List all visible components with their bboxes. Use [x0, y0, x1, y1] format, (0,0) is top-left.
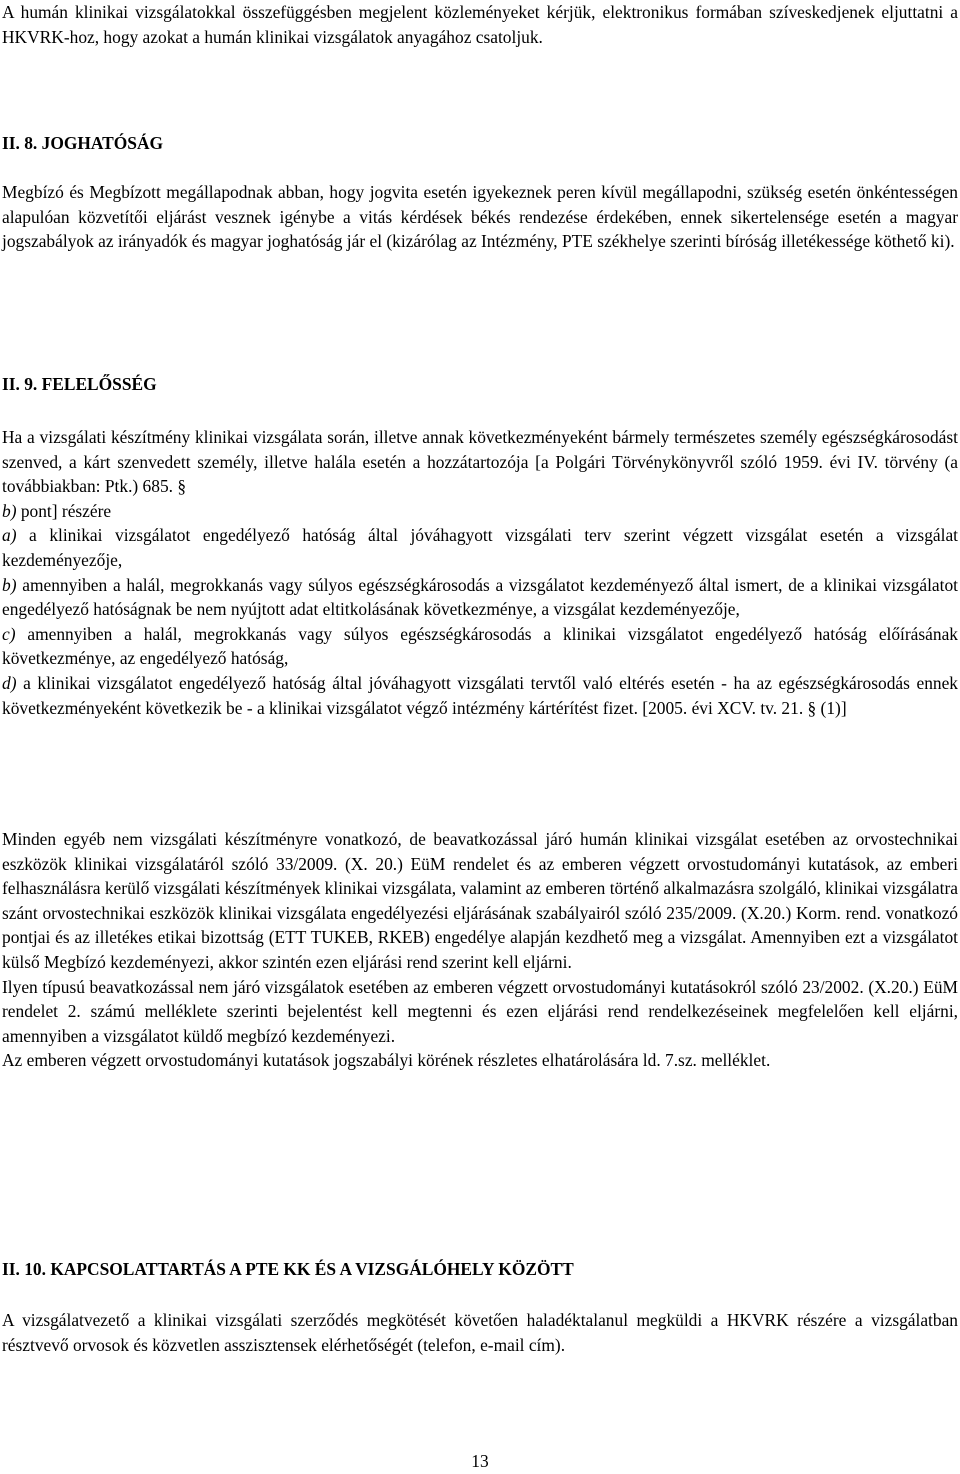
item-a	[2, 523, 958, 572]
section-9-paragraph-4: Az emberen végzett orvostudományi kutatások jogszabályi körének részletes elhatárolására ld. 7.sz. melléklet.	[2, 1050, 771, 1071]
section-9-paragraph-1	[2, 425, 958, 523]
item-c-text: amennyiben a halál, megrokkanás vagy súlyos egészségkárosodás a klinikai vizsgálatot engedélyező hatóság előírásának következménye, az engedélyező hatóság,	[2, 623, 958, 669]
liability-intro: Ha a vizsgálati készítmény klinikai vizsgálata során, illetve annak következményeként bármely természetes személy egészségkárosodást szenved, a kárt szenvedett személy, illetve halála esetén a hozzátartozója [a Polgári Törvénykönyvről szóló 1959. évi IV. törvény (a továbbiakban: Ptk.) 685. §	[2, 427, 958, 497]
item-d-label: d)	[2, 672, 17, 693]
section-9-body	[2, 425, 958, 720]
section-9	[2, 372, 958, 397]
section-8-heading: II. 8. JOGHATÓSÁG	[2, 133, 164, 153]
item-b2	[2, 573, 958, 622]
item-c	[2, 622, 958, 671]
item-b2-label: b)	[2, 574, 17, 595]
section-9-more	[2, 827, 958, 1073]
item-b2-text: amennyiben a halál, megrokkanás vagy súlyos egészségkárosodás a vizsgálatot kezdeményező által ismert, de a klinikai vizsgálatot engedélyező hatóságnak be nem nyújtott adat eltitkolásának következménye, a vizsgálat kezdeményezője,	[2, 574, 958, 620]
section-10	[2, 1257, 958, 1282]
item-a-label: a)	[2, 525, 17, 546]
section-8	[2, 131, 958, 156]
section-9-heading: II. 9. FELELŐSSÉG	[2, 374, 157, 394]
page-number: 13	[471, 1451, 489, 1471]
item-b-text: pont] részére	[16, 500, 112, 521]
section-9-paragraph-3: Ilyen típusú beavatkozással nem járó vizsgálatok esetében az emberen végzett orvostudományi kutatásokról szóló 23/2002. (X.20.) EüM rendelet 2. számú melléklete szerinti bejelentést kell megtenni és ezen eljárási rend rendelkezéseinek megfelelően kell eljárni, amennyiben a vizsgálatot küldő megbízó kezdeményezi.	[2, 976, 958, 1046]
item-d-text: a klinikai vizsgálatot engedélyező hatóság által jóváhagyott vizsgálati tervtől való eltérés esetén - ha az egészségkárosodás ennek következményeként következik be - a klinikai vizsgálatot végző intézmény kártérítést fizet. [2005. évi XCV. tv. 21. § (1)]	[2, 672, 958, 718]
item-c-label: c)	[2, 623, 16, 644]
section-8-body	[2, 180, 958, 254]
section-8-text: Megbízó és Megbízott megállapodnak abban, hogy jogvita esetén igyekeznek peren kívül megállapodni, szükség esetén önkéntességen alapulóan közvetítői eljárást vesznek igénybe a vitás kérdések békés rendezése érdekében, ennek sikertelensége esetén a magyar jogszabályok az irányadók és magyar joghatóság jár el (kizárólag az Intézmény, PTE székhelye szerinti bíróság illetékessége köthető ki).	[2, 182, 958, 252]
item-a-text: a klinikai vizsgálatot engedélyező hatóság által jóváhagyott vizsgálati terv szerint végzett vizsgálat esetén a vizsgálat kezdeményezője,	[2, 525, 958, 570]
item-d	[2, 671, 958, 720]
intro-text: A humán klinikai vizsgálatokkal összefüggésben megjelent közleményeket kérjük, elektronikus formában szíveskedjenek eljuttatni a HKVRK-hoz, hogy azokat a humán klinikai vizsgálatok anyagához csatoljuk.	[2, 2, 958, 47]
section-10-body	[2, 1308, 958, 1357]
intro-paragraph	[2, 0, 958, 49]
section-9-paragraph-2: Minden egyéb nem vizsgálati készítményre vonatkozó, de beavatkozással járó humán klinikai vizsgálat esetében az orvostechnikai eszközök klinikai vizsgálatáról szóló 33/2009. (X. 20.) EüM rendelet és az emberen végzett orvostudományi kutatások, az emberi felhasználásra kerülő vizsgálati készítmények klinikai vizsgálata, valamint az emberen történő alkalmazásra szolgáló, klinikai vizsgálatra szánt orvostechnikai eszközök klinikai vizsgálata engedélyezési eljárásának szabályairól szóló 235/2009. (X.20.) Korm. rend. vonatkozó pontjai és az illetékes etikai bizottság (ETT TUKEB, RKEB) engedélye alapján kezdhető meg a vizsgálat. Amennyiben ezt a vizsgálatot külső Megbízó kezdeményezi, akkor szintén ezen eljárási rend szerint kell eljárni.	[2, 829, 958, 972]
section-10-text: A vizsgálatvezető a klinikai vizsgálati szerződés megkötését követően haladéktalanul megküldi a HKVRK részére a vizsgálatban résztvevő orvosok és közvetlen asszisztensek elérhetőségét (telefon, e-mail cím).	[2, 1310, 958, 1355]
item-b-label: b)	[2, 500, 17, 521]
section-10-heading: II. 10. KAPCSOLATTARTÁS A PTE KK ÉS A VIZSGÁLÓHELY KÖZÖTT	[2, 1259, 574, 1279]
